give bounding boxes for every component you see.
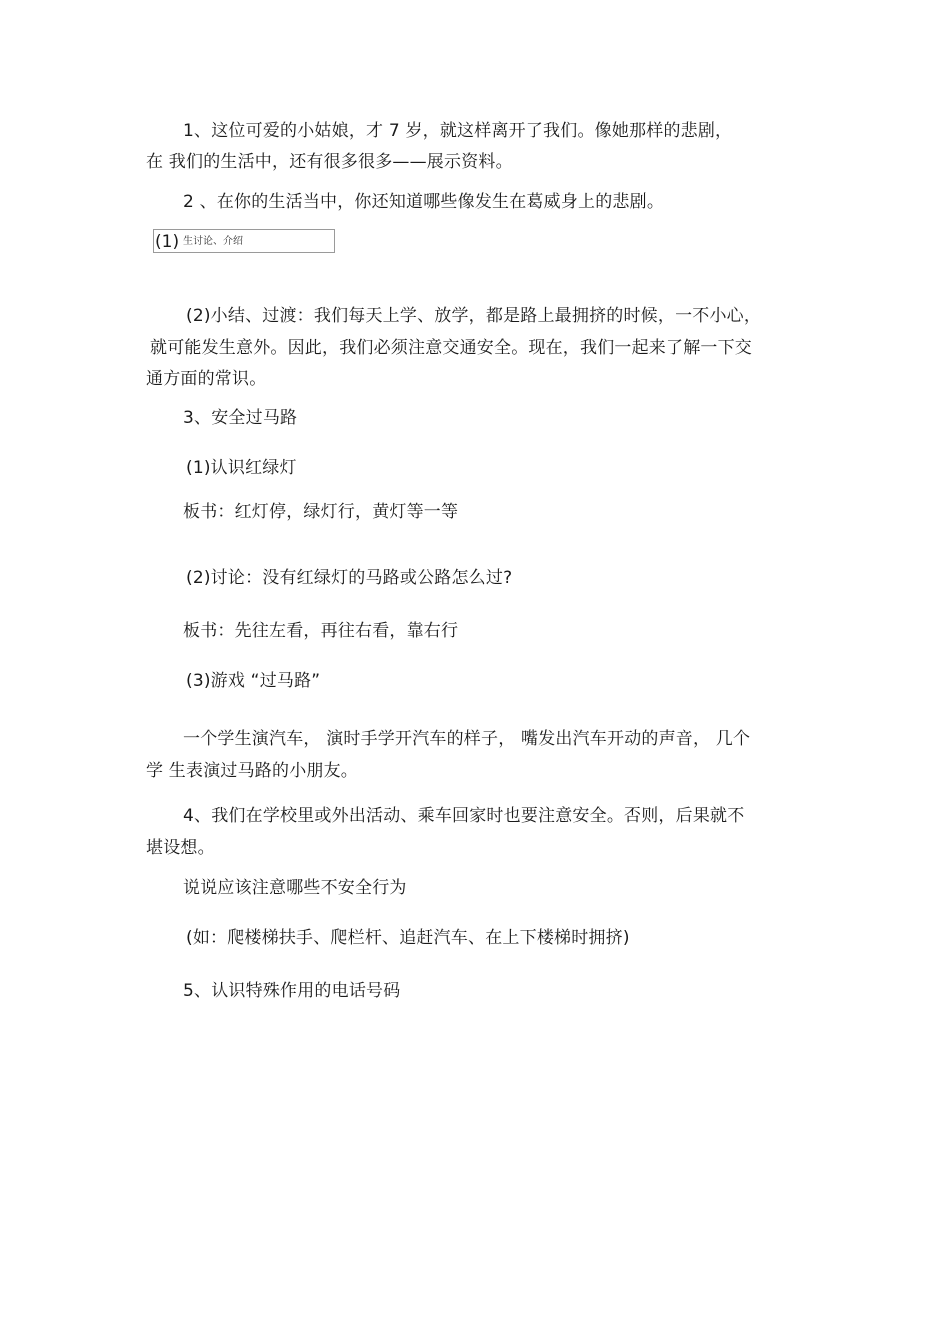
paragraph-game-desc-line-1: 一个学生演汽车， 演时手学开汽车的样子， 嘴发出汽车开动的声音， 几个 xyxy=(183,729,751,749)
paragraph-unsafe-behavior: 说说应该注意哪些不安全行为 xyxy=(183,878,407,898)
paragraph-2: 2 、在你的生活当中，你还知道哪些像发生在葛威身上的悲剧。 xyxy=(183,192,665,212)
paragraph-3-line-3: 通方面的常识。 xyxy=(146,369,267,389)
paragraph-1-line-2: 在 我们的生活中，还有很多很多——展示资料。 xyxy=(146,152,513,172)
paragraph-3-line-2: 就可能发生意外。因此，我们必须注意交通安全。现在，我们一起来了解一下交 xyxy=(150,338,752,358)
text-box-content: 生讨论、介绍 xyxy=(183,236,243,247)
blackboard-note-1: 板书：红灯停，绿灯行，黄灯等一等 xyxy=(183,502,459,522)
paragraph-traffic-light: (1)认识红绿灯 xyxy=(186,458,297,478)
paragraph-examples: (如：爬楼梯扶手、爬栏杆、追赶汽车、在上下楼梯时拥挤) xyxy=(186,928,630,948)
blackboard-note-2: 板书：先往左看，再往右看，靠右行 xyxy=(183,621,459,641)
paragraph-discussion: (2)讨论：没有红绿灯的马路或公路怎么过? xyxy=(186,568,513,588)
inserted-text-box xyxy=(153,229,335,253)
paragraph-1-line-1: 1、这位可爱的小姑娘，才 7 岁，就这样离开了我们。像她那样的悲剧， xyxy=(183,121,733,141)
section-3-heading: 3、安全过马路 xyxy=(183,408,298,428)
paragraph-4-line-2: 堪设想。 xyxy=(146,838,215,858)
section-5-heading: 5、认识特殊作用的电话号码 xyxy=(183,981,401,1001)
text-box-number: (1) xyxy=(155,232,180,252)
paragraph-3-line-1: (2)小结、过渡：我们每天上学、放学，都是路上最拥挤的时候，一不小心， xyxy=(186,306,762,326)
paragraph-game: (3)游戏 “过马路” xyxy=(186,671,321,691)
paragraph-4-line-1: 4、我们在学校里或外出活动、乘车回家时也要注意安全。否则，后果就不 xyxy=(183,806,745,826)
paragraph-game-desc-line-2: 学 生表演过马路的小朋友。 xyxy=(146,761,359,781)
